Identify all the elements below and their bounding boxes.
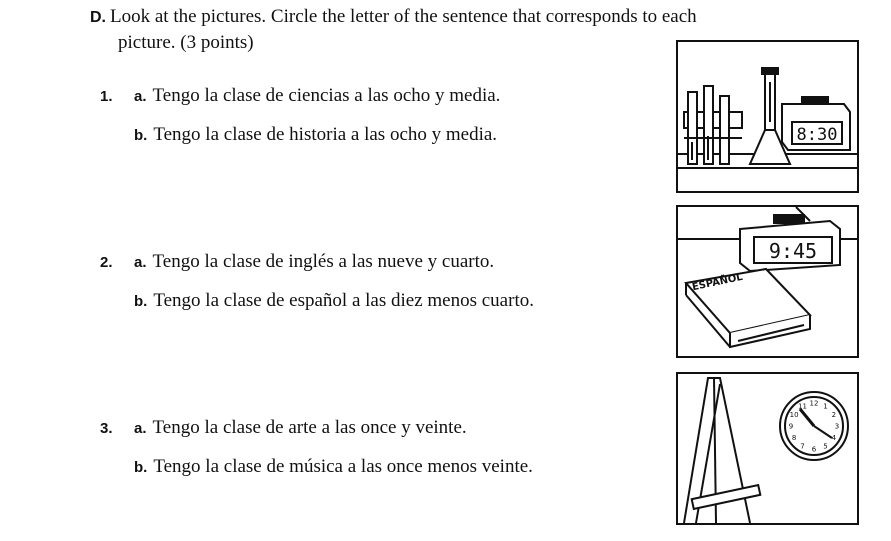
clock-numeral: 6 (811, 445, 817, 454)
option-text: Tengo la clase de arte a las once y veinte. (152, 417, 467, 438)
clock-display: 9:45 (768, 239, 818, 263)
question-number: 3. (100, 420, 113, 437)
clock-numeral: 11 (798, 402, 807, 411)
digital-clock-icon (782, 97, 850, 150)
option-letter[interactable]: b. (134, 293, 148, 310)
clock-numeral: 7 (800, 442, 805, 451)
option-text: Tengo la clase de inglés a las nueve y cuarto. (152, 251, 495, 272)
option-text: Tengo la clase de historia a las ocho y media. (153, 124, 498, 145)
option-letter[interactable]: b. (134, 459, 148, 476)
clock-numeral: 8 (791, 434, 797, 442)
instructions-line-1: Look at the pictures. Circle the letter of the sentence that corresponds to each (110, 6, 697, 27)
wall-clock-icon (780, 392, 848, 460)
option-letter[interactable]: a. (134, 88, 147, 105)
book-label: ESPAÑOL (691, 271, 744, 294)
easel-icon (684, 378, 760, 523)
digital-clock-icon (740, 215, 840, 271)
question-1-option-b[interactable] (100, 123, 497, 148)
clock-display: 8:30 (796, 125, 838, 145)
test-tubes-icon (684, 86, 742, 164)
clock-numeral: 4 (831, 434, 837, 442)
option-letter[interactable]: a. (134, 420, 147, 437)
clock-numeral: 10 (789, 411, 799, 419)
clock-numeral: 9 (788, 422, 794, 431)
picture-spanish-class (676, 205, 859, 358)
picture-science-class (676, 40, 859, 193)
clock-numeral: 1 (823, 402, 828, 411)
option-letter[interactable]: b. (134, 127, 148, 144)
picture-art-class (676, 372, 859, 525)
question-number: 1. (100, 88, 113, 105)
section-label: D. (90, 9, 106, 26)
clock-numeral: 5 (823, 442, 828, 451)
question-number: 2. (100, 254, 113, 271)
option-text: Tengo la clase de ciencias a las ocho y media. (152, 85, 501, 106)
question-3-option-b[interactable] (100, 455, 533, 480)
question-2-option-a[interactable] (100, 250, 494, 275)
instructions-line-2: picture. (3 points) (118, 32, 254, 53)
clock-numeral: 12 (809, 399, 819, 408)
question-1-option-a[interactable] (100, 84, 500, 109)
clock-numeral: 2 (831, 411, 837, 419)
question-3-option-a[interactable] (100, 416, 467, 441)
question-2-option-b[interactable] (100, 289, 534, 314)
book-icon (686, 269, 810, 347)
option-text: Tengo la clase de música a las once menos veinte. (153, 456, 533, 477)
option-letter[interactable]: a. (134, 254, 147, 271)
clock-numeral: 3 (834, 422, 840, 431)
option-text: Tengo la clase de español a las diez menos cuarto. (153, 290, 534, 311)
